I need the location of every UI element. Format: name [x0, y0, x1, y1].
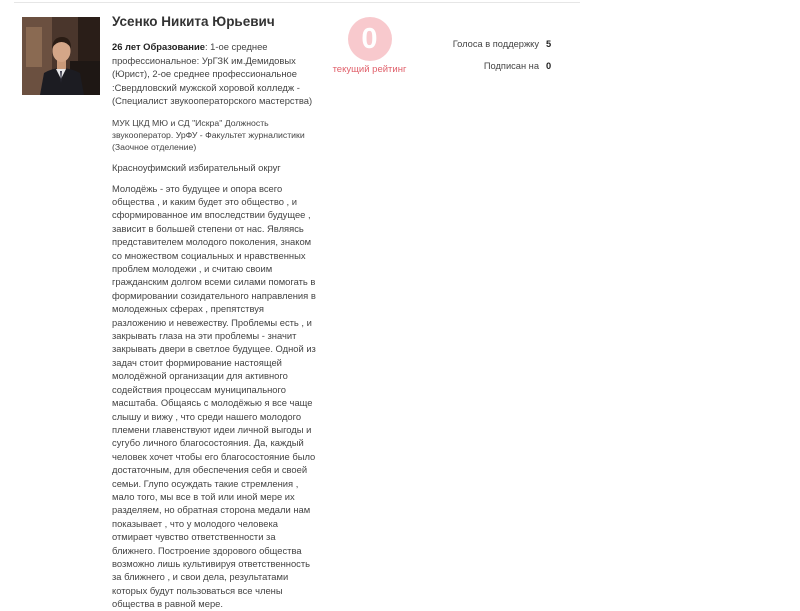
subscribed-label: Подписан на — [483, 61, 539, 71]
votes-label: Голоса в поддержку — [452, 39, 539, 49]
rating-value: 0 — [348, 17, 392, 61]
education-text — [112, 40, 320, 108]
votes-count: 5 — [546, 39, 552, 49]
stat-votes — [430, 39, 552, 59]
rating-widget — [327, 17, 412, 75]
education-value: : 1-ое среднее профессиональное: УрГЗК им.Демидовых (Юрист), 2-ое среднее профессиональное :Свердловский мужской хоровой колледж - (Специалист звукооператорского мастерства) — [112, 41, 313, 106]
avatar[interactable] — [22, 17, 100, 95]
divider — [14, 2, 580, 3]
age: 26 лет — [112, 41, 141, 52]
user-photo-icon — [22, 17, 100, 95]
rating-label: текущий рейтинг — [332, 64, 407, 75]
stats-panel — [430, 39, 552, 83]
education-label: Образование — [143, 41, 205, 52]
profile-content — [112, 40, 320, 611]
candidate-name: Усенко Никита Юрьевич — [112, 14, 275, 29]
district: Красноуфимский избирательный округ — [112, 162, 281, 174]
subscribed-count: 0 — [546, 61, 552, 71]
stat-subscribed — [430, 61, 552, 81]
biography: Молодёжь - это будущее и опора всего общества , и каким будет это общество , и сформированное им впоследствии будущее , зависит в большей степени от нас. Являясь представителем молодого поколения, знаком со множеством социальных и нравственных проблем молодежи , и считаю своим гражданским долгом всеми силами помогать в формировании созидательного направления в молодежных сферах , препятствуя разложению и невежеству. Проблемы есть , и закрывать глаза на эти проблемы - значит закрывать двери в светлое будущее. Одной из задач стоит формирование настоящей молодёжной организации для активного содействия процессам муниципального масштаба. Общаясь с молодёжью я все чаще слышу и вижу , что среди нашего молодого племени главенствуют идеи личной выгоды и сугубо личного благосостояния. Да, каждый человек хочет чтобы его благосостояние было достаточным, для обеспечения себя и своей семьи. Глупо осуждать такие стремления , мало того, мы все в той или иной мере их разделяем, но обратная сторона медали нам показывает , что у молодого человека отмирает чувство ответственности за ближнего. Построение здорового общества возможно лишь культивируя ответственность за ближнего , и свои дела, результатами которых будут пользоваться все члены общества в равной мере. — [112, 182, 316, 610]
work-info: МУК ЦКД МЮ и СД "Искра" Должность звукооператор. УрФУ - Факультет журналистики (Заочное отделение) — [112, 117, 305, 152]
